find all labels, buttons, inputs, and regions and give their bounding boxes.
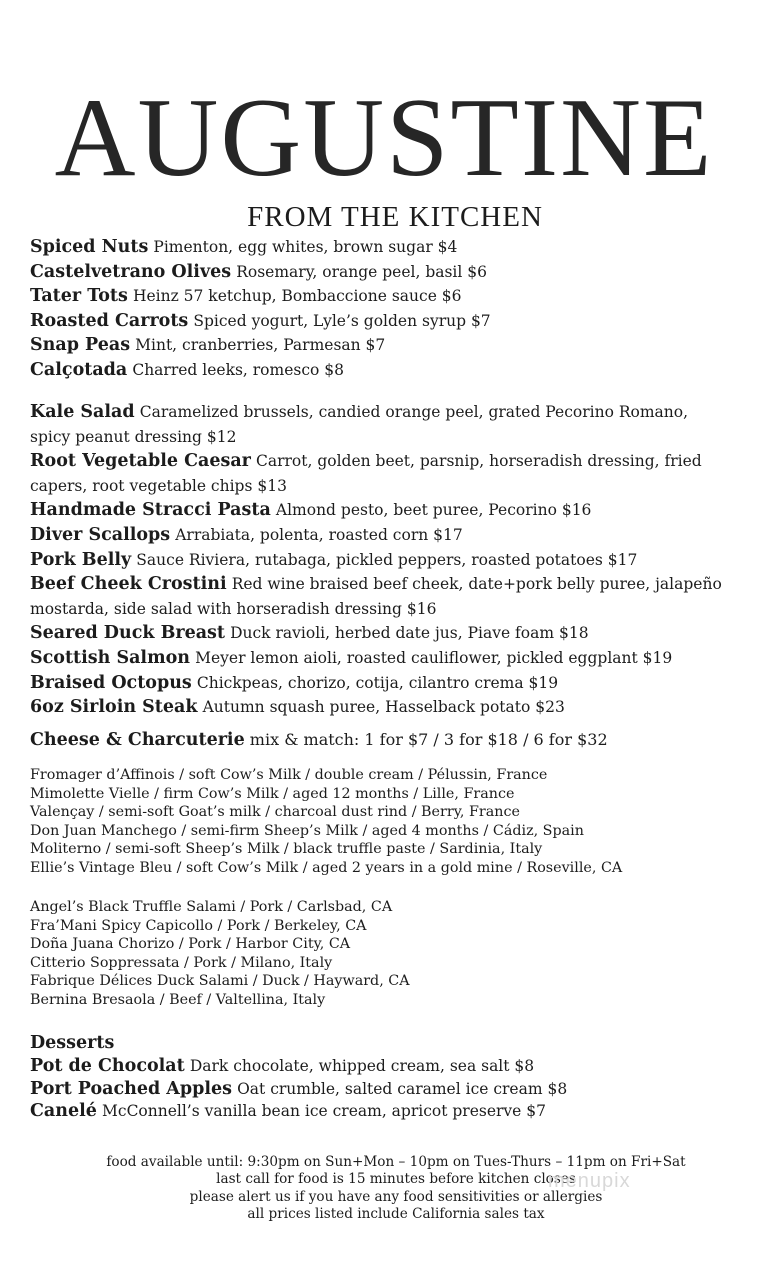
item-name: Spiced Nuts [30, 237, 149, 257]
item-name: Kale Salad [30, 402, 135, 422]
item-name: Snap Peas [30, 335, 131, 356]
item-name: Port Poached Apples [30, 1078, 232, 1099]
item-name: Pot de Chocolat [30, 1056, 185, 1076]
item-name: Root Vegetable Caesar [30, 451, 251, 472]
menu-item [30, 572, 730, 621]
menu-item [30, 671, 730, 696]
menu-item [30, 284, 750, 309]
item-name: Castelvetrano Olives [30, 261, 232, 282]
item-description: Sauce Riviera, rutabaga, pickled peppers, roasted potatoes $17 [136, 550, 638, 569]
list-item: Fabrique Délices Duck Salami / Duck / Hayward, CA [30, 973, 410, 990]
item-name: Seared Duck Breast [30, 623, 225, 644]
menu-item [30, 358, 750, 383]
item-description: Duck ravioli, herbed date jus, Piave foam $18 [230, 624, 589, 643]
item-description: Chickpeas, chorizo, cotija, cilantro crema $19 [196, 673, 559, 692]
list-item: Moliterno / semi-soft Sheep’s Milk / black truffle paste / Sardinia, Italy [30, 841, 543, 858]
footer-notes [0, 1154, 768, 1224]
item-description: Pimenton, egg whites, brown sugar $4 [153, 238, 458, 256]
logo-text: AUGUSTINE [54, 76, 714, 200]
menu-item [30, 333, 750, 358]
menu-item [30, 695, 730, 720]
item-description: McConnell’s vanilla bean ice cream, apricot preserve $7 [102, 1102, 546, 1120]
item-description: Meyer lemon aioli, roasted cauliflower, pickled eggplant $19 [195, 648, 673, 667]
menu-item [30, 548, 730, 573]
item-name: Calçotada [30, 359, 128, 380]
footer-line: please alert us if you have any food sensitivities or allergies [189, 1188, 603, 1205]
list-item: Valençay / semi-soft Goat’s milk / charcoal dust rind / Berry, France [30, 804, 520, 821]
item-name: Pork Belly [30, 549, 132, 570]
section-title-kitchen: FROM THE KITCHEN [247, 201, 543, 233]
item-description: Rosemary, orange peel, basil $6 [236, 262, 487, 281]
list-item: Fra’Mani Spicy Capicollo / Pork / Berkeley, CA [30, 917, 367, 934]
watermark: menupix [548, 1170, 631, 1192]
list-item: Ellie’s Vintage Bleu / soft Cow’s Milk / aged 2 years in a gold mine / Roseville, CA [30, 859, 623, 876]
list-item: Citterio Soppressata / Pork / Milano, Italy [30, 954, 333, 971]
list-item: Doña Juana Chorizo / Pork / Harbor City, CA [30, 936, 351, 953]
item-description: Charred leeks, romesco $8 [132, 360, 345, 379]
cheese-heading [30, 728, 750, 752]
item-description: Mint, cranberries, Parmesan $7 [135, 336, 386, 355]
list-item: Bernina Bresaola / Beef / Valtellina, Italy [30, 991, 326, 1008]
item-name: Beef Cheek Crostini [30, 574, 227, 595]
item-description: Oat crumble, salted caramel ice cream $8 [237, 1079, 568, 1098]
item-name: Roasted Carrots [30, 310, 189, 331]
list-item: Angel’s Black Truffle Salami / Pork / Carlsbad, CA [30, 899, 393, 915]
menu-item [30, 309, 750, 334]
footer-line: food available until: 9:30pm on Sun+Mon – 10pm on Tues-Thurs – 11pm on Fri+Sat [106, 1154, 686, 1170]
desserts-title: Desserts [30, 1033, 115, 1053]
footer-line: last call for food is 15 minutes before kitchen closes [216, 1171, 576, 1188]
item-name: 6oz Sirloin Steak [30, 697, 198, 718]
menu-item [30, 260, 750, 285]
plates-section [30, 400, 730, 720]
item-description: Heinz 57 ketchup, Bombaccione sauce $6 [132, 287, 462, 306]
item-name: Handmade Stracci Pasta [30, 500, 271, 521]
menu-item [30, 498, 730, 523]
item-description: Carrot, golden beet, parsnip, horseradish dressing, fried capers, root vegetable chips $13 [30, 452, 702, 495]
desserts-section [30, 1031, 750, 1123]
charcuterie-list [30, 898, 750, 1010]
menu-item [30, 235, 750, 260]
snacks-section [30, 235, 750, 383]
cheese-charcuterie-section [30, 728, 750, 752]
footer-line: all prices listed include California sales tax [247, 1206, 545, 1223]
menu-item [30, 621, 730, 646]
restaurant-logo [0, 76, 768, 200]
item-description: Caramelized brussels, candied orange peel, grated Pecorino Romano, spicy peanut dressing $12 [30, 403, 689, 446]
menu-item [30, 646, 730, 671]
cheese-list [30, 766, 750, 878]
item-description: Almond pesto, beet puree, Pecorino $16 [275, 501, 592, 520]
menu-item [30, 400, 730, 449]
list-item: Fromager d’Affinois / soft Cow’s Milk / double cream / Pélussin, France [30, 767, 548, 783]
item-name: Diver Scallops [30, 524, 171, 545]
item-description: Arrabiata, polenta, roasted corn $17 [175, 525, 463, 544]
menu-item [30, 449, 730, 498]
menu-item [30, 1055, 750, 1078]
item-name: Braised Octopus [30, 672, 192, 693]
cheese-pricing: mix & match: 1 for $7 / 3 for $18 / 6 for $32 [249, 730, 608, 749]
menu-item [30, 523, 730, 548]
item-name: Scottish Salmon [30, 647, 190, 668]
item-description: Spiced yogurt, Lyle’s golden syrup $7 [193, 311, 491, 330]
menu-item [30, 1100, 750, 1123]
list-item: Don Juan Manchego / semi-firm Sheep’s Milk / aged 4 months / Cádiz, Spain [30, 822, 584, 839]
item-description: Red wine braised beef cheek, date+pork belly puree, jalapeño mostarda, side salad with horseradish dressing $16 [30, 575, 722, 618]
cheese-title: Cheese & Charcuterie [30, 730, 245, 750]
item-name: Canelé [30, 1101, 97, 1121]
item-name: Tater Tots [30, 286, 128, 307]
item-description: Dark chocolate, whipped cream, sea salt $8 [189, 1057, 535, 1075]
menu-item [30, 1078, 750, 1101]
item-description: Autumn squash puree, Hasselback potato $23 [202, 698, 565, 717]
list-item: Mimolette Vielle / firm Cow’s Milk / aged 12 months / Lille, France [30, 785, 515, 802]
